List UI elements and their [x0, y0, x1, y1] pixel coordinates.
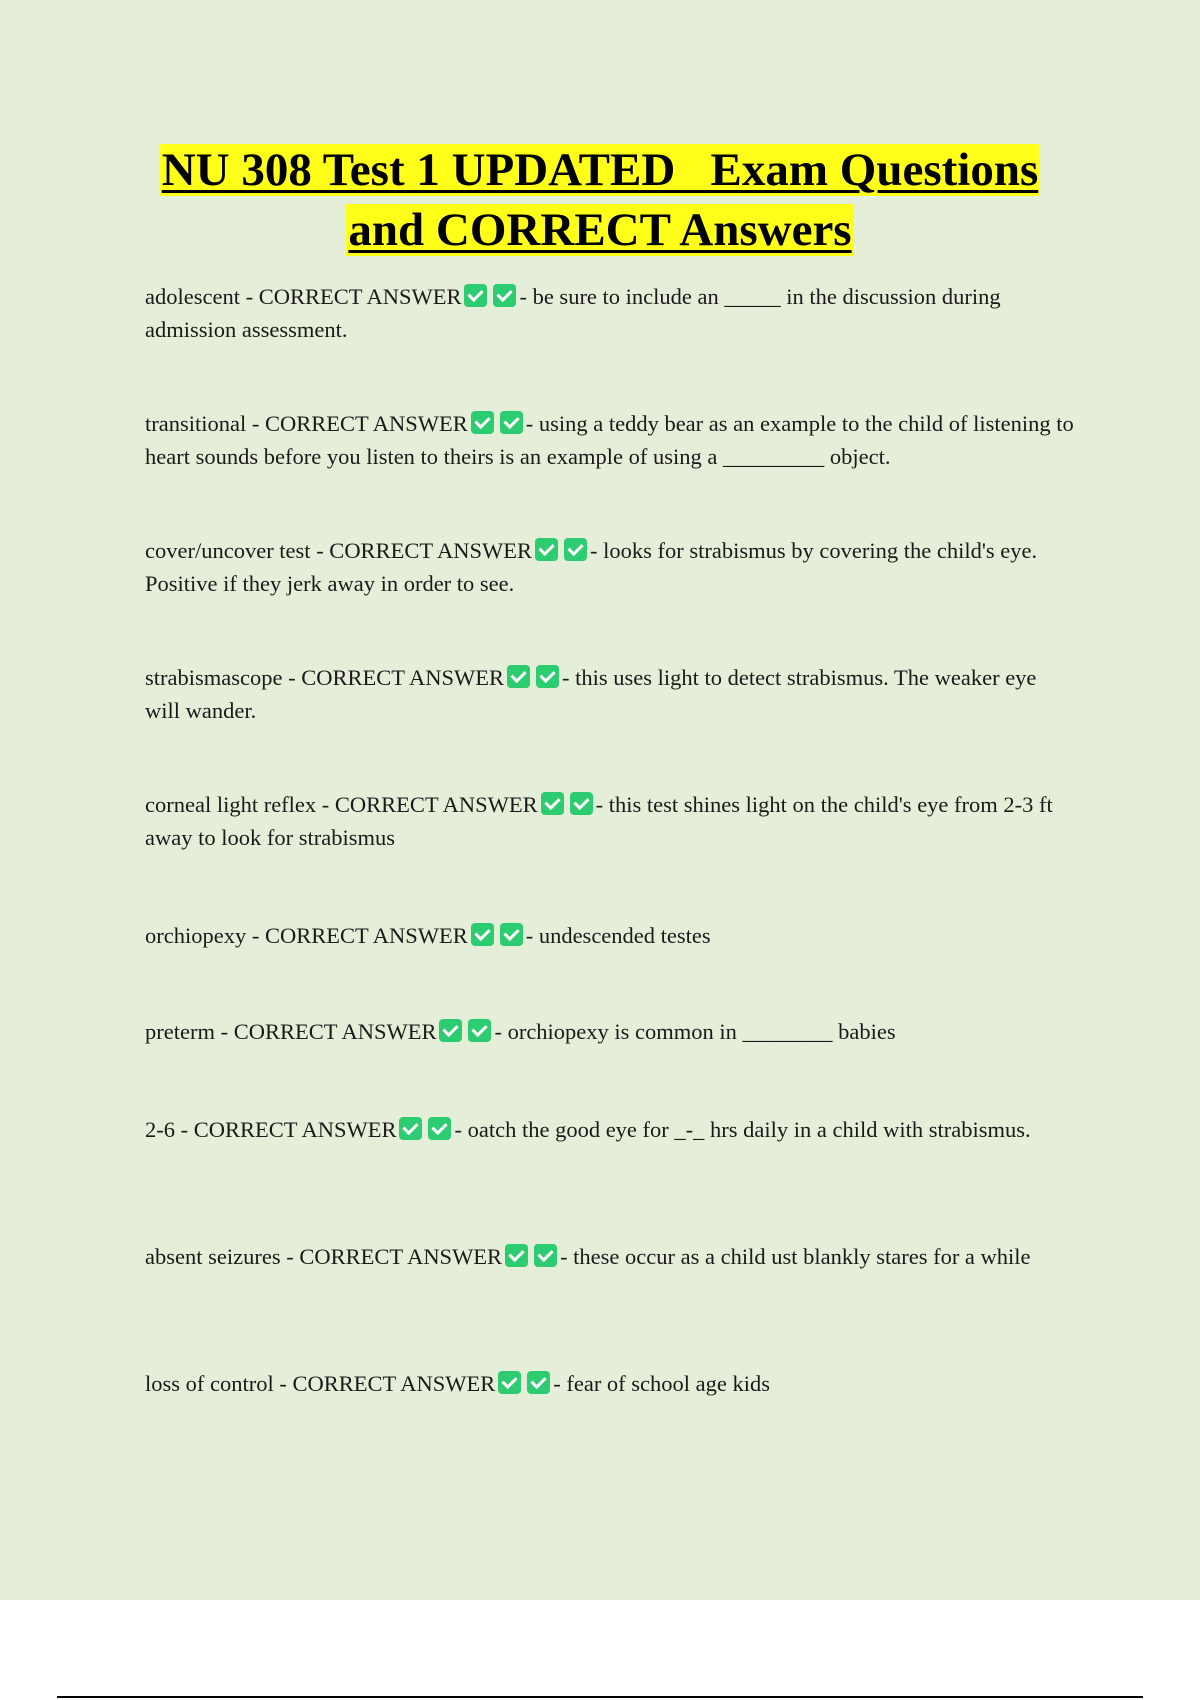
qa-connector: - CORRECT ANSWER	[280, 1244, 503, 1269]
check-icon	[534, 1244, 557, 1267]
qa-connector: - CORRECT ANSWER	[175, 1117, 397, 1142]
check-icon	[471, 923, 494, 946]
qa-item	[145, 1240, 1075, 1273]
qa-definition: - looks for strabismus by covering the child's eye. Positive if they jerk away in order to see.	[145, 538, 1038, 596]
qa-connector: - CORRECT ANSWER	[273, 1371, 496, 1396]
qa-connector: - CORRECT ANSWER	[246, 923, 468, 948]
qa-item	[145, 534, 1075, 600]
check-icon	[541, 792, 564, 815]
qa-definition: - oatch the good eye for _-_ hrs daily in a child with strabismus.	[454, 1117, 1031, 1142]
check-icon	[399, 1117, 422, 1140]
qa-term: corneal light reflex	[145, 792, 317, 817]
qa-item	[145, 788, 1075, 854]
check-icon	[464, 284, 487, 307]
qa-connector: - CORRECT ANSWER	[214, 1019, 437, 1044]
check-icon	[439, 1019, 462, 1042]
check-icon	[564, 538, 587, 561]
qa-item	[145, 1113, 1075, 1146]
qa-term: absent seizures	[145, 1244, 281, 1269]
footer-divider	[57, 1696, 1143, 1698]
qa-definition: - fear of school age kids	[553, 1371, 771, 1396]
check-icon	[507, 665, 530, 688]
check-icon	[536, 665, 559, 688]
check-icon	[527, 1371, 550, 1394]
check-icon	[493, 284, 516, 307]
qa-term: strabismascope	[145, 665, 283, 690]
qa-connector: - CORRECT ANSWER	[310, 538, 533, 563]
qa-term: transitional	[145, 411, 247, 436]
qa-definition: - orchiopexy is common in ________ babies	[494, 1019, 896, 1044]
title-line-1: NU 308 Test 1 UPDATED Exam Questions	[161, 144, 1039, 196]
qa-term: cover/uncover test	[145, 538, 311, 563]
check-icon	[535, 538, 558, 561]
check-icon	[505, 1244, 528, 1267]
check-icon	[468, 1019, 491, 1042]
qa-definition: - be sure to include an _____ in the discussion during admission assessment.	[145, 284, 1001, 342]
qa-term: 2-6	[145, 1117, 175, 1142]
qa-term: orchiopexy	[145, 923, 247, 948]
qa-item	[145, 661, 1075, 727]
check-icon	[500, 923, 523, 946]
qa-connector: - CORRECT ANSWER	[246, 411, 468, 436]
qa-connector: - CORRECT ANSWER	[316, 792, 538, 817]
qa-connector: - CORRECT ANSWER	[282, 665, 504, 690]
qa-connector: - CORRECT ANSWER	[239, 284, 462, 309]
document-title	[0, 140, 1200, 260]
qa-definition: - this uses light to detect strabismus. The weaker eye will wander.	[145, 665, 1037, 723]
title-line-2: and CORRECT Answers	[348, 204, 852, 256]
qa-term: loss of control	[145, 1371, 274, 1396]
check-icon	[570, 792, 593, 815]
qa-item	[145, 1367, 1075, 1400]
check-icon	[428, 1117, 451, 1140]
check-icon	[498, 1371, 521, 1394]
qa-definition: - these occur as a child ust blankly stares for a while	[560, 1244, 1031, 1269]
qa-term: adolescent	[145, 284, 240, 309]
qa-item	[145, 1015, 1075, 1048]
qa-item	[145, 919, 1075, 952]
check-icon	[500, 411, 523, 434]
qa-term: preterm	[145, 1019, 215, 1044]
qa-definition: - this test shines light on the child's eye from 2-3 ft away to look for strabismus	[145, 792, 1053, 850]
qa-definition: - undescended testes	[525, 923, 711, 948]
qa-item	[145, 407, 1075, 473]
qa-definition: - using a teddy bear as an example to the child of listening to heart sounds before you listen to theirs is an example of using a _________ object.	[145, 411, 1074, 469]
check-icon	[471, 411, 494, 434]
qa-item	[145, 280, 1075, 346]
